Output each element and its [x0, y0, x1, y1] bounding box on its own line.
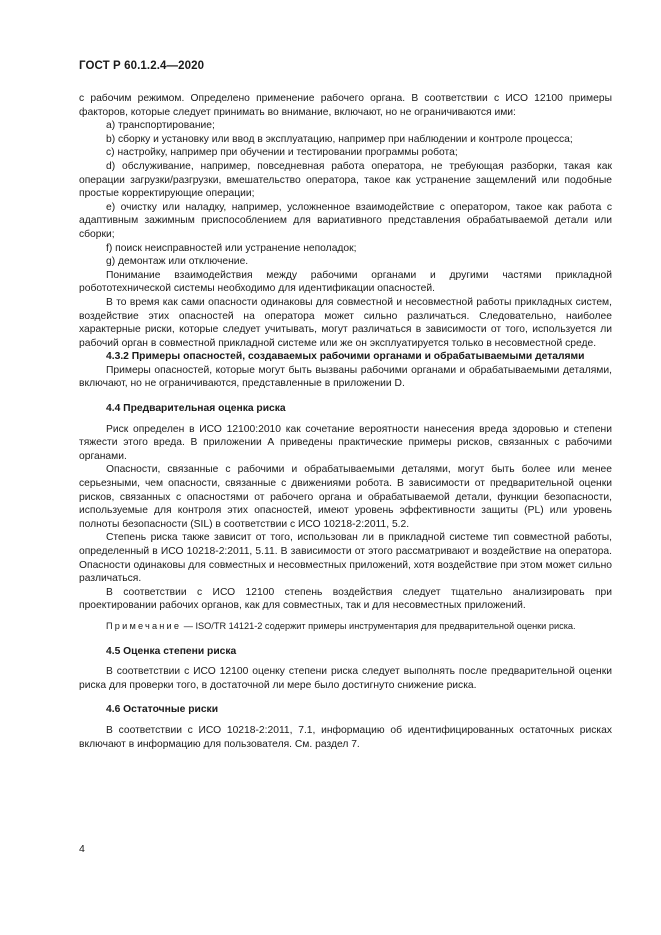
paragraph: Опасности, связанные с рабочими и обрабатываемыми деталями, могут быть более или менее серьезными, чем опасности, связанные с движениями робота. В зависимости от предварительной оценки рисков, связанных с опасностями от рабочего органа и обрабатываемой детали, функции безопасности, используемые для контроля этих опасностей, имеют уровень эффективности защиты (PL) или уровень полноты безопасности (SIL) в соответствии с ИСО 10218-2:2011, 5.2.	[79, 464, 612, 530]
paragraph: В то время как сами опасности одинаковы для совместной и несовместной работы прикладных систем, воздействие этих опасностей на оператора может сильно различаться. Следовательно, наиболее характерные риски, которые следует учитывать, могут различаться в зависимости от того, используется ли рабочий орган в совместной прикладной системе или же он эксплуатируется только в несовместной среде.	[79, 296, 612, 349]
document-body	[79, 92, 612, 751]
note	[79, 620, 612, 634]
paragraph: с рабочим режимом. Определено применение рабочего органа. В соответствии с ИСО 12100 примеры факторов, которые следует принимать во внимание, включают, но не ограничиваются ими:	[79, 93, 612, 118]
list-item-c: c) настройку, например при обучении и тестировании программы робота;	[106, 147, 458, 159]
paragraph: Понимание взаимодействия между рабочими органами и другими частями прикладной робототехнической системы необходимо для идентификации опасностей.	[79, 269, 612, 295]
paragraph: В соответствии с ИСО 10218-2:2011, 7.1, информацию об идентифицированных остаточных рисках включают в информацию для пользователя. См. раздел 7.	[79, 724, 612, 750]
paragraph: Степень риска также зависит от того, использован ли в прикладной системе тип совместной работы, определенный в ИСО 10218-2:2011, 5.11. В зависимости от этого рассматривают и воздействие на оператора. Опасности одинаковы для совместных и несовместных приложений, хотя воздействие при этом может сильно различаться.	[79, 532, 612, 585]
list-item-g: g) демонтаж или отключение.	[106, 256, 249, 268]
paragraph: В соответствии с ИСО 12100 степень воздействия следует тщательно анализировать при проектировании рабочих органов, как для совместных, так и для несовместных приложений.	[79, 586, 612, 612]
paragraph: Примеры опасностей, которые могут быть вызваны рабочими органами и обрабатываемыми деталями, включают, но не ограничиваются, представленные в приложении D.	[79, 364, 612, 390]
standard-header: ГОСТ Р 60.1.2.4—2020	[79, 60, 205, 72]
list-item-e: e) очистку или наладку, например, усложненное взаимодействие с оператором, такое как работа с адаптивным зажимным приспособлением для вариативного представления обрабатываемой детали или сборки;	[79, 201, 612, 240]
section-heading-4-4: 4.4 Предварительная оценка риска	[106, 403, 286, 415]
list-item-a: a) транспортирование;	[106, 120, 215, 132]
list-item-d: d) обслуживание, например, повседневная работа оператора, не требующая разборки, такая как операции загрузки/разгрузки, вмешательство оператора, такое как устранение защемлений или подобные простые корректирующие операции;	[79, 160, 612, 200]
section-heading-4-5: 4.5 Оценка степени риска	[106, 645, 237, 657]
note-label: Примечание	[106, 620, 182, 631]
section-heading-4-6: 4.6 Остаточные риски	[106, 704, 219, 716]
section-heading-4-3-2: 4.3.2 Примеры опасностей, создаваемых рабочими органами и обрабатываемыми деталями	[106, 351, 585, 363]
paragraph: В соответствии с ИСО 12100 оценку степени риска следует выполнять после предварительной оценки риска для проверки того, в достаточной ли мере было достигнуто снижение риска.	[79, 666, 612, 691]
page-number: 4	[79, 843, 85, 855]
list-item-f: f) поиск неисправностей или устранение неполадок;	[106, 242, 357, 254]
list-item-b: b) сборку и установку или ввод в эксплуатацию, например при наблюдении и контроле процесса;	[106, 133, 573, 145]
note-text: — ISO/TR 14121-2 содержит примеры инструментария для предварительной оценки риска.	[181, 620, 576, 631]
paragraph: Риск определен в ИСО 12100:2010 как сочетание вероятности нанесения вреда здоровью и степени тяжести этого вреда. В приложении А приведены практические примеры рисков, связанных с рабочими органами.	[79, 423, 612, 462]
